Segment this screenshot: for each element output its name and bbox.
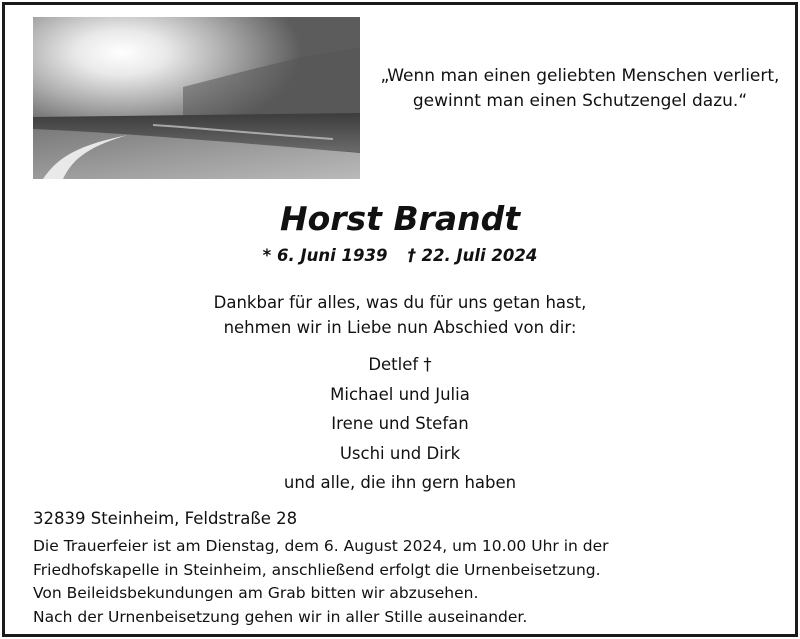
birth-date: * 6. Juni 1939 [262, 246, 388, 265]
funeral-line: Friedhofskapelle in Steinheim, anschließend erfolgt die Urnenbeisetzung. [33, 560, 601, 579]
mourner-entry: Uschi und Dirk [339, 443, 461, 463]
mourner-entry: Detlef † [368, 355, 432, 374]
family-address: 32839 Steinheim, Feldstraße 28 [33, 509, 298, 528]
farewell-text [0, 290, 800, 340]
mourner-entry: Irene und Stefan [331, 414, 469, 433]
funeral-line: Von Beileidsbekundungen am Grab bitten wir abzusehen. [33, 584, 479, 602]
life-dates [0, 244, 800, 268]
mourner-entry: und alle, die ihn gern haben [283, 473, 517, 492]
mourner-entry: Michael und Julia [330, 384, 470, 404]
funeral-line: Nach der Urnenbeisetzung gehen wir in aller Stille auseinander. [33, 607, 528, 626]
funeral-details [33, 535, 793, 629]
funeral-line: Die Trauerfeier ist am Dienstag, dem 6. August 2024, um 10.00 Uhr in der [33, 537, 609, 555]
memorial-quote [365, 64, 795, 114]
death-date: † 22. Juli 2024 [407, 246, 538, 265]
farewell-line: Dankbar für alles, was du für uns getan hast, [213, 293, 587, 312]
beach-photo [33, 17, 360, 179]
quote-line: gewinnt man einen Schutzengel dazu.“ [412, 91, 748, 111]
deceased-name: Horst Brandt [279, 199, 521, 238]
farewell-line: nehmen wir in Liebe nun Abschied von dir: [223, 318, 577, 337]
mourners-list [0, 350, 800, 498]
quote-line: „Wenn man einen geliebten Menschen verliert, [380, 66, 780, 86]
